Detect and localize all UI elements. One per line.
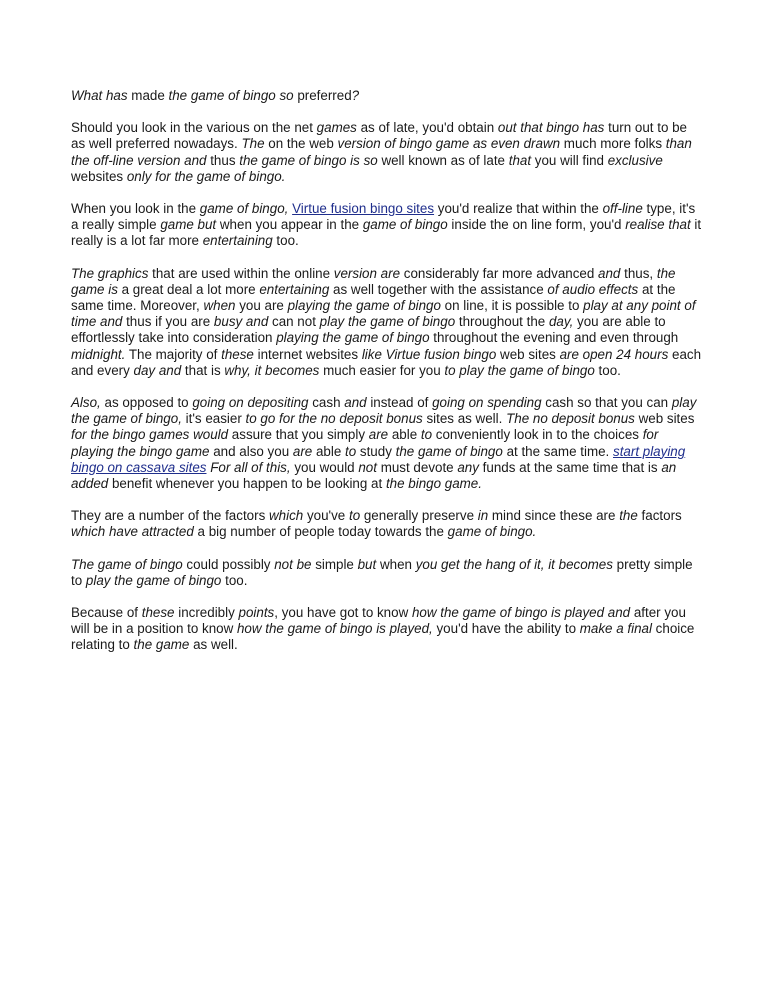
paragraph-5 [71, 508, 703, 540]
body-text: considerably far more advanced [400, 265, 599, 281]
italic-text: For all of this, [210, 459, 291, 475]
link-virtue-fusion-bingo-sites[interactable]: Virtue fusion bingo sites [292, 201, 435, 217]
italic-text: game of bingo. [447, 524, 537, 540]
body-text: study [356, 443, 396, 459]
paragraph-6 [71, 557, 703, 589]
paragraph-4 [71, 395, 703, 492]
body-text: at the same time. [502, 443, 613, 459]
italic-text: than the off-line version and [71, 136, 692, 168]
body-text: each and every [71, 346, 702, 378]
body-text: when you appear in the [216, 217, 363, 233]
italic-text: only for the game of bingo. [126, 168, 286, 184]
italic-text: off-line [602, 201, 643, 217]
body-text: They are a number of the factors [71, 508, 269, 524]
italic-text: day and [133, 362, 182, 378]
italic-text: the bingo game. [385, 476, 482, 492]
italic-text: make a final [579, 621, 652, 637]
body-text: instead of [366, 395, 433, 411]
body-text: generally preserve [360, 508, 478, 524]
italic-text: like Virtue fusion bingo [361, 346, 497, 362]
body-text: funds at the same time that is [478, 459, 662, 475]
italic-text: Also, [71, 395, 101, 411]
italic-text: for the bingo games would [71, 427, 229, 443]
body-text: on line, it is possible to [440, 298, 584, 314]
body-text: , you have got to know [274, 605, 412, 621]
paragraph-7 [71, 605, 703, 654]
body-text: made [127, 88, 169, 103]
italic-text: when [203, 298, 236, 314]
body-text: able [388, 427, 421, 443]
italic-text: how the game of bingo is played, [236, 621, 433, 637]
body-text: choice relating to [71, 621, 695, 653]
italic-text: midnight. [71, 346, 126, 362]
body-text: at the same time. Moreover, [71, 281, 676, 314]
body-text: web sites [634, 411, 695, 427]
italic-text: ? [351, 88, 360, 103]
paragraph-3 [71, 266, 703, 379]
italic-text: and [598, 265, 621, 281]
body-text: assure that you simply [228, 427, 369, 443]
body-text: too. [221, 572, 248, 588]
body-text: a great deal a lot more [117, 281, 260, 297]
italic-text: day, [548, 314, 574, 330]
body-text: web sites [496, 346, 560, 362]
italic-text: the game of bingo is so [239, 152, 378, 168]
body-text: as of late, you'd obtain [356, 120, 498, 136]
italic-text: The no deposit bonus [506, 411, 635, 427]
italic-text: in [477, 508, 489, 524]
italic-text: to go for the no deposit bonus [245, 411, 423, 427]
body-text: that is [181, 362, 225, 378]
italic-text: the game of bingo [395, 443, 503, 459]
body-text: as well. [189, 637, 238, 653]
body-text: you are able to effortlessly take into consideration [71, 314, 666, 346]
italic-text: version are [333, 265, 401, 281]
body-text: it really is a lot far more [71, 217, 702, 249]
body-text: and also you [209, 443, 293, 459]
body-text: on the web [264, 136, 338, 152]
body-text: throughout the evening and even through [429, 330, 679, 346]
body-text: When you look in the [71, 201, 200, 217]
italic-text: play the game of bingo [319, 314, 456, 330]
body-text: throughout the [455, 314, 549, 330]
body-text: mind since these are [488, 508, 620, 524]
paragraph-1 [71, 120, 703, 185]
body-text: as opposed to [100, 395, 193, 411]
body-text: it's easier [181, 411, 246, 427]
heading-question [71, 88, 703, 104]
italic-text: The game of bingo [71, 556, 183, 572]
italic-text: to play the game of bingo [444, 362, 595, 378]
italic-text: What has [71, 88, 128, 103]
italic-text: the [619, 508, 638, 524]
body-text: a big number of people today towards the [193, 524, 448, 540]
body-text: too. [594, 362, 621, 378]
body-text: could possibly [182, 556, 275, 572]
italic-text: play the game of bingo, [71, 395, 697, 427]
italic-text: the game [133, 637, 190, 653]
body-text: websites [71, 168, 127, 184]
italic-text: are open 24 hours [559, 346, 669, 362]
italic-text: game of bingo, [199, 201, 289, 217]
italic-text: are [292, 443, 313, 459]
italic-text: game of bingo [362, 217, 448, 233]
body-text: thus, [620, 265, 657, 281]
italic-text: entertaining [259, 281, 330, 297]
body-text: after you will be in a position to know [71, 605, 686, 637]
body-text: simple [311, 556, 358, 572]
italic-text: these [141, 605, 175, 621]
italic-text: that [508, 152, 532, 168]
body-text: Because of [71, 605, 142, 621]
italic-text: games [316, 120, 357, 136]
article-body [71, 88, 703, 670]
body-text: cash so that you can [541, 395, 672, 411]
italic-text: playing the game of bingo [276, 330, 430, 346]
body-text: when [376, 556, 416, 572]
body-text: conveniently look in to the choices [432, 427, 643, 443]
italic-text: are [368, 427, 389, 443]
body-text: pretty simple to [71, 556, 693, 588]
italic-text: the game of bingo so [168, 88, 294, 103]
body-text: much more folks [560, 136, 666, 152]
italic-text: and [344, 395, 367, 411]
italic-text: you get the hang of it, it becomes [415, 556, 613, 572]
italic-text: entertaining [202, 233, 273, 249]
body-text: preferred [293, 88, 352, 103]
italic-text: the game is [71, 265, 676, 297]
body-text: able [312, 443, 345, 459]
italic-text: not be [274, 556, 312, 572]
body-text: you'd realize that within the [434, 201, 603, 217]
body-text: you will find [531, 152, 608, 168]
body-text: must devote [376, 459, 458, 475]
body-text: factors [637, 508, 682, 524]
body-text: much easier for you [319, 362, 445, 378]
italic-text: any [457, 459, 479, 475]
body-text: you'd have the ability to [432, 621, 580, 637]
italic-text: for playing the bingo game [71, 427, 659, 459]
body-text: type, it's a really simple [71, 201, 696, 233]
body-text: you would [290, 459, 359, 475]
italic-text: game but [160, 217, 217, 233]
italic-text: version of bingo game as even drawn [337, 136, 561, 152]
italic-text: of audio effects [547, 281, 639, 297]
body-text: you've [303, 508, 349, 524]
italic-text: busy and [213, 314, 269, 330]
body-text: internet websites [253, 346, 362, 362]
italic-text: going on spending [432, 395, 542, 411]
link-start-playing-bingo-cassava[interactable]: start playing bingo on cassava sites [71, 443, 686, 475]
italic-text: The [241, 136, 265, 152]
body-text: turn out to be as well preferred nowadays. [71, 120, 688, 152]
body-text: benefit whenever you happen to be looking at [108, 476, 386, 492]
body-text: that are used within the online [148, 265, 334, 281]
italic-text: to [348, 508, 361, 524]
body-text: as well together with the assistance [329, 281, 548, 297]
italic-text: these [221, 346, 254, 362]
italic-text: going on depositing [192, 395, 309, 411]
body-text: The majority of [125, 346, 222, 362]
italic-text: why, it becomes [224, 362, 320, 378]
italic-text: to [345, 443, 357, 459]
italic-text: realise that [625, 217, 691, 233]
body-text: well known as of late [377, 152, 509, 168]
italic-text: which have attracted [71, 524, 194, 540]
italic-text: to [420, 427, 433, 443]
body-text: cash [308, 395, 345, 411]
body-text: too. [272, 233, 299, 249]
italic-text: The graphics [71, 265, 149, 281]
body-text: thus [206, 152, 240, 168]
italic-text: points [238, 605, 275, 621]
body-text: Should you look in the various on the net [71, 120, 317, 136]
italic-text: how the game of bingo is played and [411, 605, 631, 621]
body-text: sites as well. [422, 411, 507, 427]
body-text: you are [235, 298, 288, 314]
body-text: can not [268, 314, 320, 330]
body-text: inside the on line form, you'd [447, 217, 626, 233]
italic-text: but [357, 556, 377, 572]
italic-text: playing the game of bingo [287, 298, 441, 314]
body-text: incredibly [174, 605, 239, 621]
italic-text: play at any point of time and [71, 298, 696, 330]
paragraph-2 [71, 201, 703, 250]
italic-text: exclusive [607, 152, 663, 168]
body-text: thus if you are [122, 314, 214, 330]
italic-text: an added [71, 459, 677, 492]
italic-text: which [268, 508, 304, 524]
italic-text: out that bingo has [497, 120, 605, 136]
italic-text: play the game of bingo [85, 572, 222, 588]
italic-text: not [358, 459, 377, 475]
